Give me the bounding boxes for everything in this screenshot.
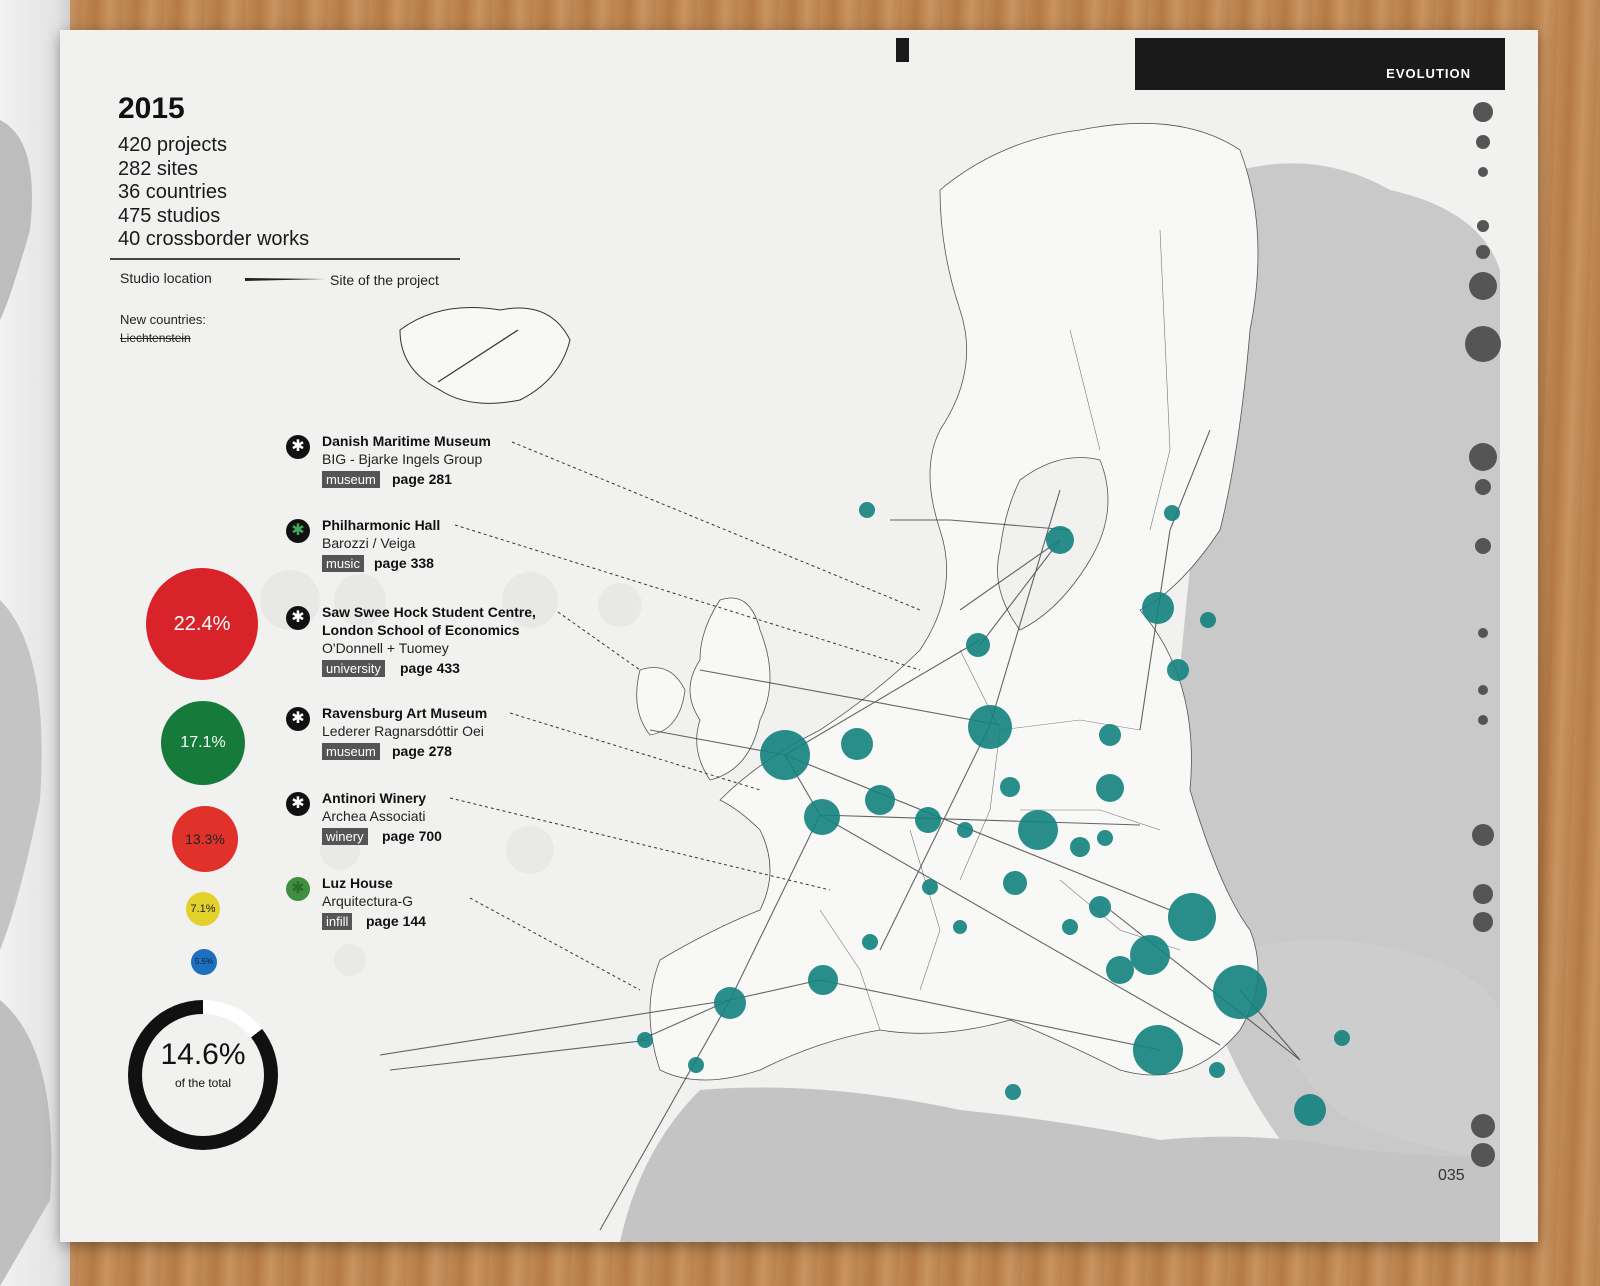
star-icon: ✱ [286,707,310,731]
project-tag: museum [322,743,380,760]
project-tag: winery [322,828,368,845]
project-architect: Arquitectura-G [322,893,414,909]
stat-projects: 420 projects [118,134,227,156]
stat-countries: 36 countries [118,181,227,203]
project-page: page 433 [400,660,460,676]
section-title: EVOLUTION [1386,66,1471,81]
project-architect: Archea Associati [322,808,426,824]
project-architect: O'Donnell + Tuomey [322,640,449,656]
header-tick [896,38,909,62]
project-tag: museum [322,471,380,488]
donut-center [142,1014,264,1136]
stat-sites: 282 sites [118,157,199,180]
project-page: page 338 [374,555,434,571]
project-tag: university [322,660,385,677]
star-icon: ✱ [286,606,310,630]
percentage-circle-2: 17.1% [161,701,245,785]
year-heading: 2015 [118,92,185,125]
project-title: Danish Maritime Museum [322,433,491,449]
star-icon: ✱ [286,519,310,543]
star-icon: ✱ [286,877,310,901]
stat-studios: 475 studios [118,204,221,227]
page-number: 035 [1438,1167,1465,1184]
new-country-item: Liechtenstein [120,331,191,345]
project-architect: BIG - Bjarke Ingels Group [322,451,483,467]
project-architect: Barozzi / Veiga [322,535,416,551]
percentage-circle-1: 22.4% [146,568,258,680]
project-title: Philharmonic Hall [322,517,441,533]
percentage-circle-4: 7.1% [186,892,220,926]
project-architect: Lederer Ragnarsdóttir Oei [322,723,484,739]
project-title: Luz House [322,875,393,891]
total-value: 14.6% [160,1038,246,1071]
star-icon: ✱ [286,435,310,459]
percentage-circle-3: 13.3% [172,806,238,872]
divider-rule [110,258,460,260]
total-donut-chart [128,1000,278,1150]
legend-studio-location: Studio location [120,270,212,286]
legend-site-of-project: Site of the project [330,272,439,288]
magazine-page [60,30,1538,1242]
total-caption: of the total [174,1076,232,1090]
project-title: Ravensburg Art Museum [322,705,488,721]
great-britain [690,598,770,780]
project-tag: infill [322,913,352,930]
ireland [637,668,685,736]
section-header-bar [1135,38,1505,90]
project-title: Saw Swee Hock Student Centre, [322,604,536,620]
project-title-line2: London School of Economics [322,622,520,638]
project-title: Antinori Winery [322,790,427,806]
stats-list [118,134,309,252]
new-countries-label: New countries: [120,312,206,327]
project-page: page 278 [392,743,452,759]
project-tag: music [322,555,364,572]
stat-crossborder: 40 crossborder works [118,228,310,250]
project-page: page 281 [392,471,452,487]
percentage-circle-5: 5.5% [191,949,217,975]
project-page: page 144 [366,913,426,929]
iceland [400,308,570,404]
legend-line-icon [245,274,325,284]
project-page: page 700 [382,828,442,844]
star-icon: ✱ [286,792,310,816]
